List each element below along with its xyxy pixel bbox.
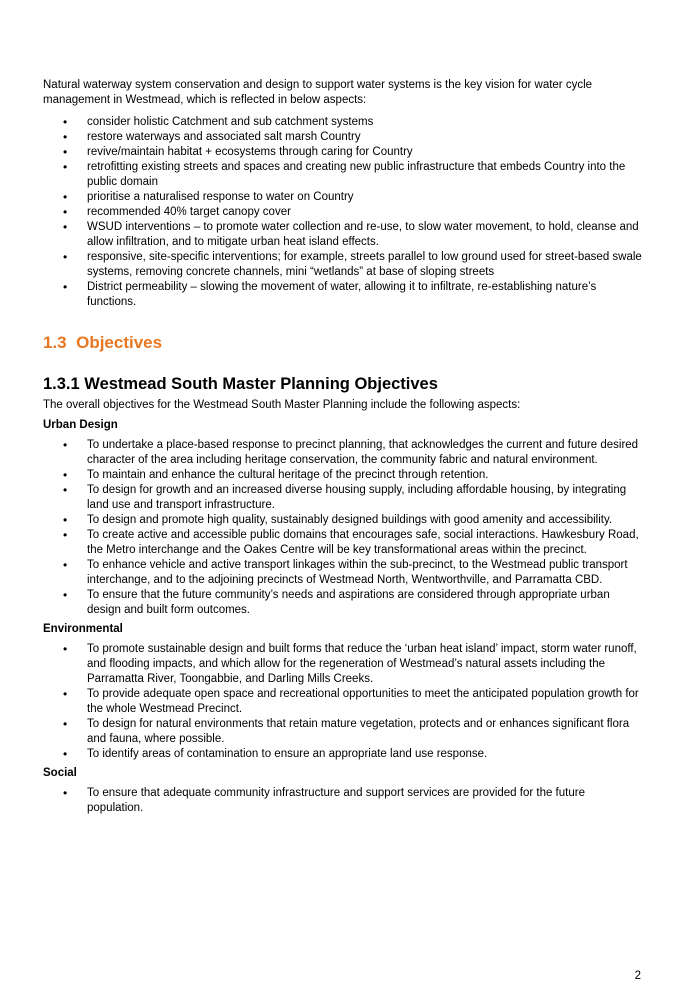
list-item: • WSUD interventions – to promote water collection and re-use, to slow water movement, to hold, cleanse and allow infiltration, and to mitigate urban heat island effects. bbox=[43, 220, 643, 250]
category-heading-urban-design: Urban Design bbox=[43, 419, 118, 431]
section-title: Objectives bbox=[76, 333, 163, 352]
list-item: • To maintain and enhance the cultural heritage of the precinct through retention. bbox=[43, 468, 643, 483]
page-number: 2 bbox=[634, 970, 641, 982]
category-heading-environmental: Environmental bbox=[43, 623, 123, 635]
subsection-lead: The overall objectives for the Westmead South Master Planning include the following aspects: bbox=[43, 399, 521, 411]
list-item: • retrofitting existing streets and spaces and creating new public infrastructure that embeds Country into the public domain bbox=[43, 160, 643, 190]
list-item: • To promote sustainable design and built forms that reduce the ‘urban heat island’ impact, storm water runoff, and flooding impacts, and which allow for the regeneration of Westmead’s natural assets including the Parramatta River, Toongabbie, and Darling Mills Creeks. bbox=[43, 642, 643, 687]
list-item: • prioritise a naturalised response to water on Country bbox=[43, 190, 643, 205]
category-heading-social: Social bbox=[43, 767, 77, 779]
list-item: • To design and promote high quality, sustainably designed buildings with good amenity and accessibility. bbox=[43, 513, 643, 528]
list-item: • To design for growth and an increased diverse housing supply, including affordable housing, by integrating land use and transport infrastructure. bbox=[43, 483, 643, 513]
environmental-bullet-list bbox=[43, 642, 643, 762]
urban-design-bullet-list bbox=[43, 438, 643, 618]
list-item: • To ensure that adequate community infrastructure and support services are provided for the future population. bbox=[43, 786, 643, 816]
list-item: • responsive, site-specific interventions; for example, streets parallel to low ground used for street-based swale systems, removing concrete channels, mini “wetlands” at base of sloping streets bbox=[43, 250, 643, 280]
document-page bbox=[43, 78, 643, 816]
list-item: • To create active and accessible public domains that encourages safe, social interactions. Hawkesbury Road, the Metro interchange and the Oakes Centre will be key transformational areas within the precinct. bbox=[43, 528, 643, 558]
list-item: • recommended 40% target canopy cover bbox=[43, 205, 643, 220]
list-item: • restore waterways and associated salt marsh Country bbox=[43, 130, 643, 145]
subsection-heading bbox=[43, 374, 643, 394]
list-item: • To design for natural environments that retain mature vegetation, protects and or enhances significant flora and fauna, where possible. bbox=[43, 717, 643, 747]
list-item: • To provide adequate open space and recreational opportunities to meet the anticipated population growth for the whole Westmead Precinct. bbox=[43, 687, 643, 717]
section-number: 1.3 bbox=[43, 333, 67, 352]
intro-bullet-list bbox=[43, 115, 643, 310]
social-bullet-list bbox=[43, 786, 643, 816]
list-item: • To undertake a place-based response to precinct planning, that acknowledges the current and future desired character of the area including heritage conservation, the community fabric and natural environment. bbox=[43, 438, 643, 468]
intro-paragraph: Natural waterway system conservation and design to support water systems is the key vision for water cycle management in Westmead, which is reflected in below aspects: bbox=[43, 79, 593, 106]
list-item: • revive/maintain habitat + ecosystems through caring for Country bbox=[43, 145, 643, 160]
list-item: • consider holistic Catchment and sub catchment systems bbox=[43, 115, 643, 130]
list-item: • To ensure that the future community’s needs and aspirations are considered through appropriate urban design and built form outcomes. bbox=[43, 588, 643, 618]
list-item: • District permeability – slowing the movement of water, allowing it to infiltrate, re-establishing nature’s functions. bbox=[43, 280, 643, 310]
list-item: • To enhance vehicle and active transport linkages within the sub-precinct, to the Westmead public transport interchange, and to the adjoining precincts of Westmead North, Wentworthville, and Parramatta CBD. bbox=[43, 558, 643, 588]
list-item: • To identify areas of contamination to ensure an appropriate land use response. bbox=[43, 747, 643, 762]
subsection-number: 1.3.1 bbox=[43, 375, 80, 393]
subsection-title: Westmead South Master Planning Objectives bbox=[84, 375, 438, 393]
section-heading bbox=[43, 333, 643, 353]
